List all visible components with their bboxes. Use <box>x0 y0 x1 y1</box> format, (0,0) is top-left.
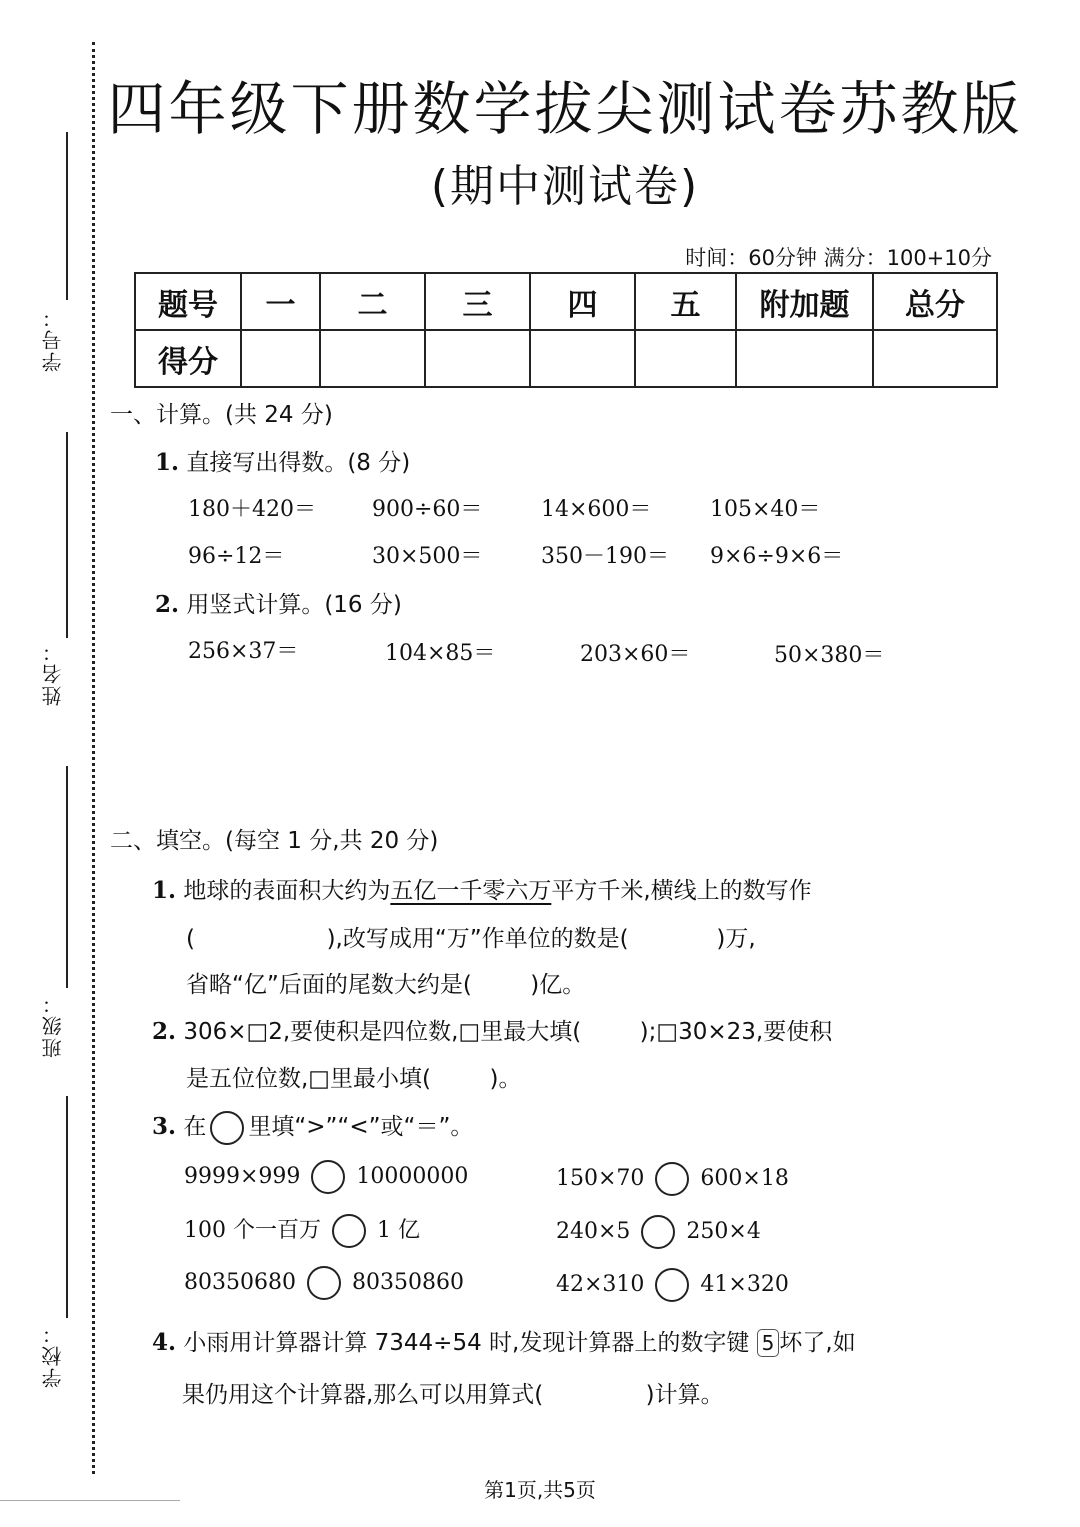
calculator-key-icon: 5 <box>757 1329 780 1357</box>
comparison-circle[interactable] <box>332 1214 366 1248</box>
school-line <box>66 1096 68 1318</box>
expr: 14×600＝ <box>541 497 652 522</box>
score-cell[interactable] <box>530 330 635 387</box>
score-cell[interactable] <box>241 330 320 387</box>
score-header-cell: 题号 <box>135 273 241 330</box>
s1-q2-number: 2. <box>155 591 180 618</box>
score-table-score-row <box>135 330 997 387</box>
class-label: 班级： <box>41 992 65 1058</box>
s2-q2-text: 306×□2,要使积是四位数,□里最大填( );□30×23,要使积 <box>183 1019 833 1045</box>
expr: 256×37＝ <box>188 639 299 664</box>
expr: 900÷60＝ <box>372 497 483 522</box>
compare-right: 80350860 <box>351 1270 464 1295</box>
s2-q4-number: 4. <box>152 1329 177 1356</box>
compare-left: 9999×999 <box>184 1164 301 1189</box>
expr: 96÷12＝ <box>188 544 285 569</box>
s2-q3-post: 里填“>”“<”或“＝”。 <box>248 1114 474 1140</box>
section1-heading: 一、计算。(共 24 分) <box>110 402 333 428</box>
s1-q1 <box>155 444 410 477</box>
comparison-circle <box>210 1111 244 1145</box>
expr: 203×60＝ <box>580 642 691 667</box>
s2-q1-line2: ( ),改写成用“万”作单位的数是( )万, <box>186 926 756 952</box>
score-table <box>134 272 998 388</box>
page-title: 四年级下册数学拔尖测试卷苏教版 <box>107 75 1023 143</box>
s2-q1-post: 平方千米,横线上的数写作 <box>551 878 812 904</box>
expr: 350－190＝ <box>541 544 669 569</box>
score-header-cell: 二 <box>320 273 425 330</box>
s2-q2-line1 <box>152 1013 832 1046</box>
compare-right: 600×18 <box>700 1166 789 1191</box>
score-header-cell: 四 <box>530 273 635 330</box>
s2-q1-underlined: 五亿一千零六万 <box>390 878 552 904</box>
expr: 30×500＝ <box>372 544 483 569</box>
s2-q1-line1 <box>152 872 812 905</box>
compare-right: 41×320 <box>700 1272 789 1297</box>
section2-heading: 二、填空。(每空 1 分,共 20 分) <box>110 828 439 854</box>
s2-q1-line3: 省略“亿”后面的尾数大约是( )亿。 <box>186 972 586 998</box>
score-table-header-row <box>135 273 997 330</box>
score-header-cell: 总分 <box>873 273 997 330</box>
comparison-circle[interactable] <box>311 1160 345 1194</box>
score-row-label: 得分 <box>135 330 241 387</box>
score-cell[interactable] <box>873 330 997 387</box>
s2-q4-line1 <box>152 1324 856 1357</box>
s2-q1-number: 1. <box>152 877 177 904</box>
s2-q3-pre: 在 <box>183 1114 207 1140</box>
compare-left: 100 个一百万 <box>184 1218 321 1243</box>
expr: 104×85＝ <box>385 641 496 666</box>
comparison-circle[interactable] <box>307 1266 341 1300</box>
school-label: 学校： <box>41 1322 65 1388</box>
time-score-info: 时间：60分钟 满分：100+10分 <box>685 246 992 270</box>
s2-q4-pre: 小雨用计算器计算 7344÷54 时,发现计算器上的数字键 <box>183 1330 750 1356</box>
comparison-item <box>556 1215 761 1249</box>
s2-q3 <box>152 1108 473 1145</box>
expr: 105×40＝ <box>710 497 821 522</box>
score-cell[interactable] <box>736 330 873 387</box>
comparison-item <box>184 1160 468 1194</box>
score-header-cell: 一 <box>241 273 320 330</box>
binding-dotted-line <box>92 42 95 1474</box>
comparison-item <box>184 1213 420 1248</box>
page-footer: 第1页,共5页 <box>484 1478 596 1502</box>
s1-q1-number: 1. <box>155 449 180 476</box>
score-header-cell: 附加题 <box>736 273 873 330</box>
comparison-circle[interactable] <box>641 1215 675 1249</box>
score-header-cell: 三 <box>425 273 530 330</box>
s2-q4-post: 坏了,如 <box>779 1330 856 1356</box>
comparison-circle[interactable] <box>655 1268 689 1302</box>
comparison-item <box>556 1162 789 1196</box>
compare-left: 150×70 <box>556 1166 645 1191</box>
s1-q1-text: 直接写出得数。(8 分) <box>186 450 411 476</box>
compare-right: 1 亿 <box>377 1218 420 1243</box>
comparison-item <box>184 1266 464 1300</box>
name-label: 姓名： <box>41 640 65 706</box>
s1-q2-text: 用竖式计算。(16 分) <box>186 592 402 618</box>
name-line <box>66 432 68 638</box>
class-line <box>66 766 68 988</box>
s1-q2 <box>155 586 402 619</box>
comparison-item <box>556 1268 789 1302</box>
s2-q2-number: 2. <box>152 1018 177 1045</box>
compare-right: 10000000 <box>356 1164 469 1189</box>
student-no-label: 学号： <box>41 306 65 372</box>
score-header-cell: 五 <box>635 273 736 330</box>
s2-q2-line2: 是五位位数,□里最小填( )。 <box>186 1066 522 1092</box>
compare-left: 42×310 <box>556 1272 645 1297</box>
score-cell[interactable] <box>320 330 425 387</box>
score-cell[interactable] <box>425 330 530 387</box>
compare-left: 240×5 <box>556 1219 631 1244</box>
s2-q1-pre: 地球的表面积大约为 <box>183 878 391 904</box>
expr: 9×6÷9×6＝ <box>710 544 844 569</box>
s2-q4-line2: 果仍用这个计算器,那么可以用算式( )计算。 <box>182 1382 724 1408</box>
edge-line <box>0 1500 180 1501</box>
expr: 180＋420＝ <box>188 497 316 522</box>
compare-left: 80350680 <box>184 1270 296 1295</box>
page-subtitle: (期中测试卷) <box>430 161 700 212</box>
s2-q3-number: 3. <box>152 1113 177 1140</box>
expr: 50×380＝ <box>774 643 885 668</box>
comparison-circle[interactable] <box>655 1162 689 1196</box>
compare-right: 250×4 <box>686 1219 761 1244</box>
score-cell[interactable] <box>635 330 736 387</box>
